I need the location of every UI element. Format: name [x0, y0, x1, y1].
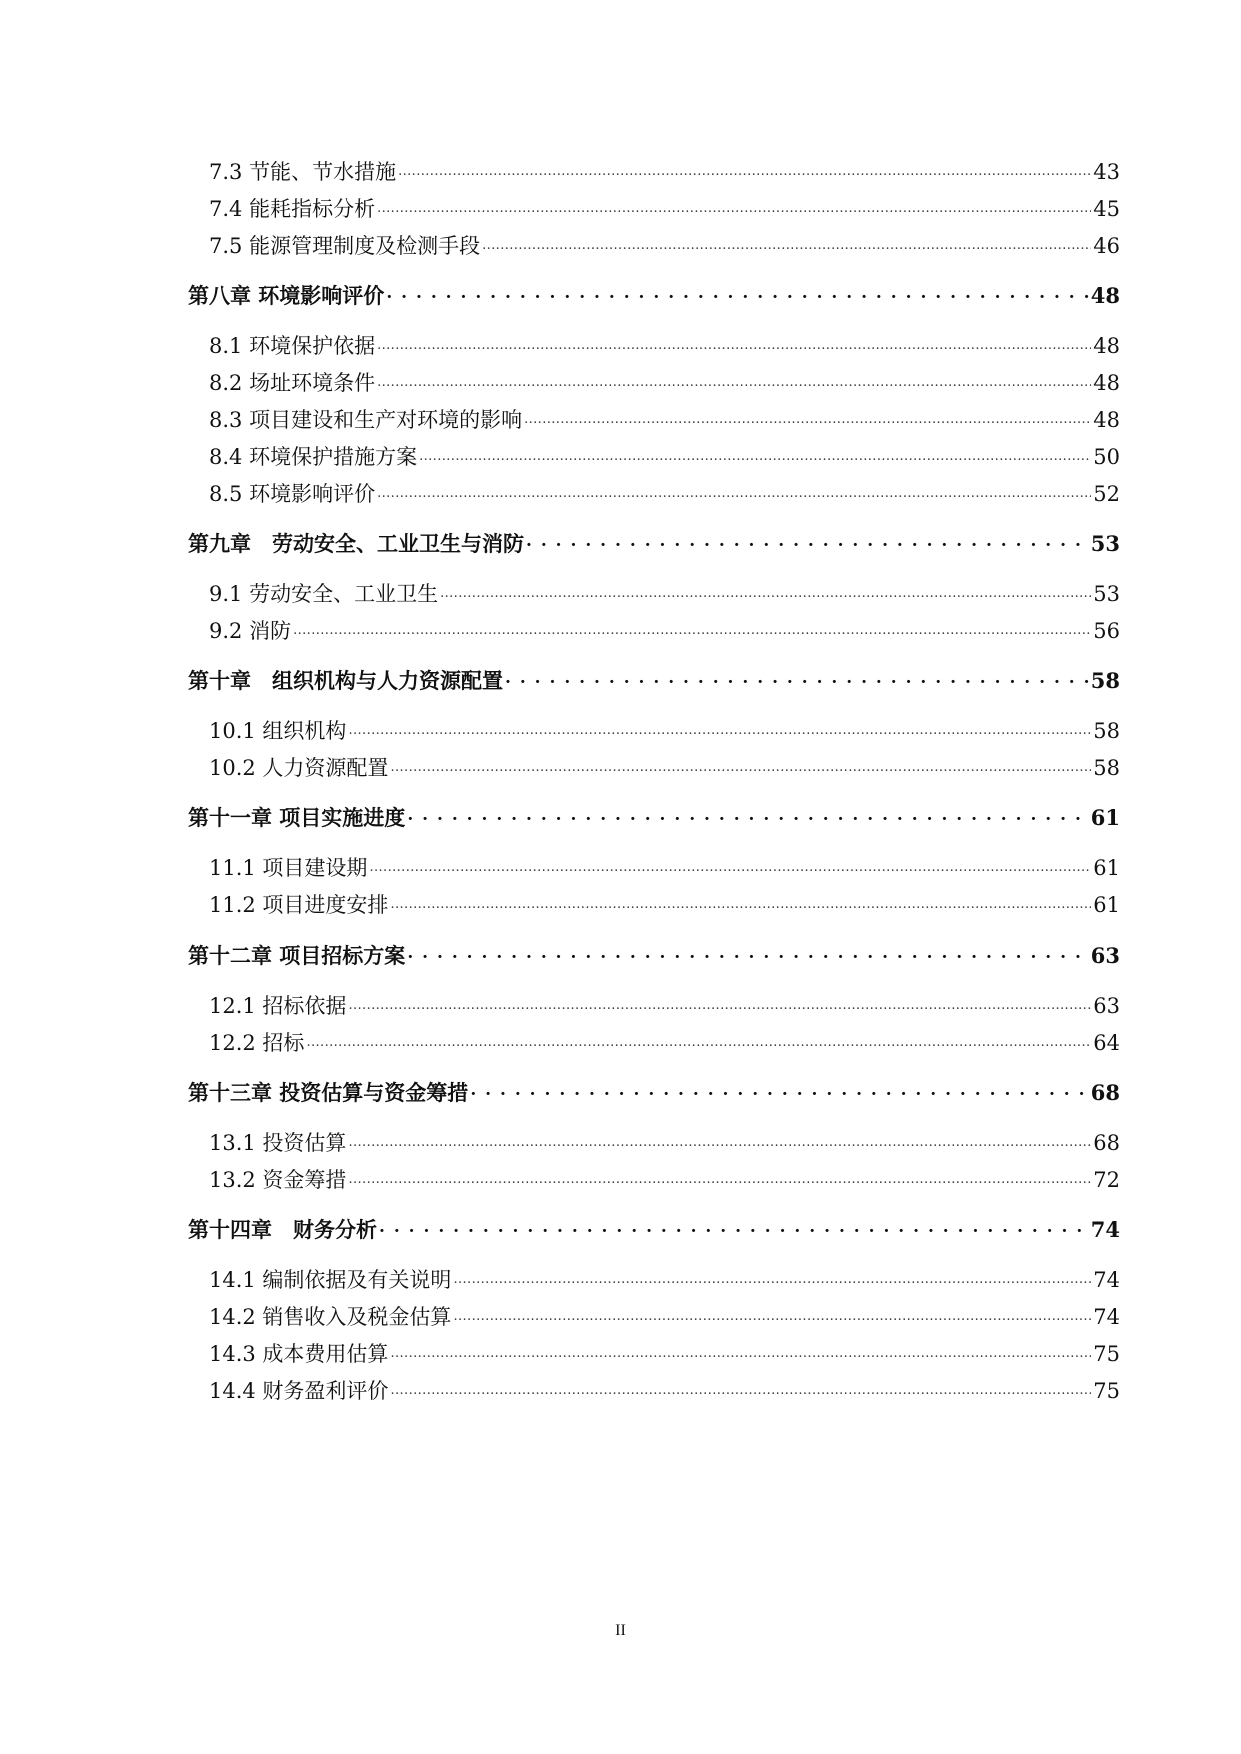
toc-entry-8-1[interactable]: [188, 330, 1120, 360]
toc-entry-10-1[interactable]: [188, 715, 1120, 745]
toc-entry-8-2[interactable]: [188, 367, 1120, 397]
toc-entry-title: 10.2 人力资源配置: [209, 756, 389, 780]
toc-entry-title: 12.2 招标: [209, 1031, 305, 1055]
dot-leader: [505, 667, 1089, 688]
toc-entry-title: 8.5 环境影响评价: [209, 482, 376, 506]
dot-leader: [348, 1166, 1091, 1187]
toc-entry-page: 48: [1093, 408, 1120, 432]
toc-entry-page: 45: [1093, 197, 1120, 221]
toc-entry-title: 8.1 环境保护依据: [209, 334, 376, 358]
toc-chapter-9[interactable]: [188, 528, 1120, 558]
toc-entry-page: 61: [1093, 893, 1120, 917]
dot-leader: [390, 891, 1091, 912]
toc-chapter-title: 第十章 组织机构与人力资源配置: [188, 668, 503, 693]
dot-leader: [369, 854, 1091, 875]
dot-leader: [398, 158, 1091, 179]
page-number-footer: II: [615, 1622, 626, 1639]
toc-entry-title: 9.2 消防: [209, 619, 292, 643]
toc-chapter-13[interactable]: [188, 1077, 1120, 1107]
toc-entry-page: 52: [1093, 482, 1120, 506]
toc-entry-page: 58: [1093, 756, 1120, 780]
toc-entry-12-2[interactable]: [188, 1027, 1120, 1057]
toc-entry-title: 7.4 能耗指标分析: [209, 197, 376, 221]
dot-leader: [407, 942, 1088, 963]
dot-leader: [390, 754, 1091, 775]
toc-entry-14-1[interactable]: [188, 1264, 1120, 1294]
toc-chapter-title: 第九章 劳动安全、工业卫生与消防: [188, 531, 524, 556]
toc-entry-title: 14.3 成本费用估算: [209, 1342, 389, 1366]
dot-leader: [386, 282, 1088, 303]
toc-entry-9-2[interactable]: [188, 615, 1120, 645]
toc-chapter-page: 61: [1090, 805, 1120, 830]
dot-leader: [526, 530, 1089, 551]
toc-chapter-title: 第八章 环境影响评价: [188, 283, 385, 308]
toc-chapter-page: 74: [1090, 1217, 1120, 1242]
toc-entry-12-1[interactable]: [188, 990, 1120, 1020]
dot-leader: [440, 580, 1091, 601]
dot-leader: [470, 1079, 1088, 1100]
toc-entry-7-5[interactable]: [188, 230, 1120, 260]
toc-entry-title: 14.4 财务盈利评价: [209, 1379, 389, 1403]
toc-entry-title: 13.2 资金筹措: [209, 1168, 347, 1192]
dot-leader: [390, 1377, 1091, 1398]
toc-entry-14-2[interactable]: [188, 1301, 1120, 1331]
toc-entry-page: 75: [1093, 1342, 1120, 1366]
toc-entry-page: 75: [1093, 1379, 1120, 1403]
dot-leader: [377, 195, 1091, 216]
toc-entry-title: 12.1 招标依据: [209, 994, 347, 1018]
toc-entry-11-1[interactable]: [188, 852, 1120, 882]
toc-chapter-page: 48: [1090, 283, 1120, 308]
dot-leader: [348, 992, 1091, 1013]
toc-entry-page: 56: [1093, 619, 1120, 643]
dot-leader: [348, 1129, 1091, 1150]
toc-entry-14-3[interactable]: [188, 1338, 1120, 1368]
toc-entry-page: 58: [1093, 719, 1120, 743]
toc-entry-8-4[interactable]: [188, 441, 1120, 471]
toc-chapter-page: 53: [1090, 531, 1120, 556]
toc-entry-title: 10.1 组织机构: [209, 719, 347, 743]
toc-entry-title: 14.2 销售收入及税金估算: [209, 1305, 452, 1329]
toc-entry-page: 48: [1093, 371, 1120, 395]
dot-leader: [390, 1340, 1091, 1361]
toc-entry-10-2[interactable]: [188, 752, 1120, 782]
toc-entry-title: 8.2 场址环境条件: [209, 371, 376, 395]
dot-leader: [348, 717, 1091, 738]
dot-leader: [377, 369, 1091, 390]
dot-leader: [379, 1216, 1089, 1237]
dot-leader: [524, 406, 1091, 427]
toc-chapter-page: 58: [1090, 668, 1120, 693]
toc-chapter-page: 68: [1090, 1080, 1120, 1105]
dot-leader: [306, 1029, 1091, 1050]
toc-entry-page: 72: [1093, 1168, 1120, 1192]
toc-entry-title: 7.3 节能、节水措施: [209, 160, 397, 184]
toc-chapter-8[interactable]: [188, 280, 1120, 310]
toc-entry-page: 43: [1093, 160, 1120, 184]
dot-leader: [293, 617, 1091, 638]
dot-leader: [377, 332, 1091, 353]
toc-entry-page: 50: [1093, 445, 1120, 469]
toc-entry-title: 13.1 投资估算: [209, 1131, 347, 1155]
toc-entry-page: 74: [1093, 1305, 1120, 1329]
toc-chapter-title: 第十三章 投资估算与资金筹措: [188, 1080, 469, 1105]
dot-leader: [407, 804, 1088, 825]
dot-leader: [453, 1303, 1091, 1324]
toc-entry-title: 7.5 能源管理制度及检测手段: [209, 234, 481, 258]
toc-entry-14-4[interactable]: [188, 1375, 1120, 1405]
toc-entry-11-2[interactable]: [188, 889, 1120, 919]
dot-leader: [453, 1266, 1091, 1287]
toc-entry-9-1[interactable]: [188, 578, 1120, 608]
toc-chapter-title: 第十四章 财务分析: [188, 1217, 377, 1242]
toc-entry-title: 8.3 项目建设和生产对环境的影响: [209, 408, 523, 432]
toc-entry-title: 11.2 项目进度安排: [209, 893, 389, 917]
dot-leader: [419, 443, 1091, 464]
toc-chapter-page: 63: [1090, 943, 1120, 968]
toc-entry-page: 68: [1093, 1131, 1120, 1155]
toc-chapter-12[interactable]: [188, 940, 1120, 970]
toc-entry-page: 61: [1093, 856, 1120, 880]
toc-entry-title: 11.1 项目建设期: [209, 856, 368, 880]
toc-entry-8-3[interactable]: [188, 404, 1120, 434]
toc-chapter-11[interactable]: [188, 802, 1120, 832]
toc-chapter-10[interactable]: [188, 665, 1120, 695]
toc-entry-page: 74: [1093, 1268, 1120, 1292]
toc-entry-13-2[interactable]: [188, 1164, 1120, 1194]
dot-leader: [377, 480, 1091, 501]
toc-entry-page: 53: [1093, 582, 1120, 606]
toc-chapter-title: 第十一章 项目实施进度: [188, 805, 406, 830]
toc-entry-8-5[interactable]: [188, 478, 1120, 508]
toc-entry-page: 48: [1093, 334, 1120, 358]
dot-leader: [482, 232, 1091, 253]
toc-entry-7-4[interactable]: [188, 193, 1120, 223]
toc-chapter-14[interactable]: [188, 1214, 1120, 1244]
toc-chapter-title: 第十二章 项目招标方案: [188, 943, 406, 968]
toc-entry-13-1[interactable]: [188, 1127, 1120, 1157]
toc-entry-page: 64: [1093, 1031, 1120, 1055]
toc-entry-page: 46: [1093, 234, 1120, 258]
toc-entry-title: 8.4 环境保护措施方案: [209, 445, 418, 469]
toc-entry-title: 9.1 劳动安全、工业卫生: [209, 582, 439, 606]
toc-entry-7-3[interactable]: [188, 156, 1120, 186]
toc-entry-title: 14.1 编制依据及有关说明: [209, 1268, 452, 1292]
toc-entry-page: 63: [1093, 994, 1120, 1018]
